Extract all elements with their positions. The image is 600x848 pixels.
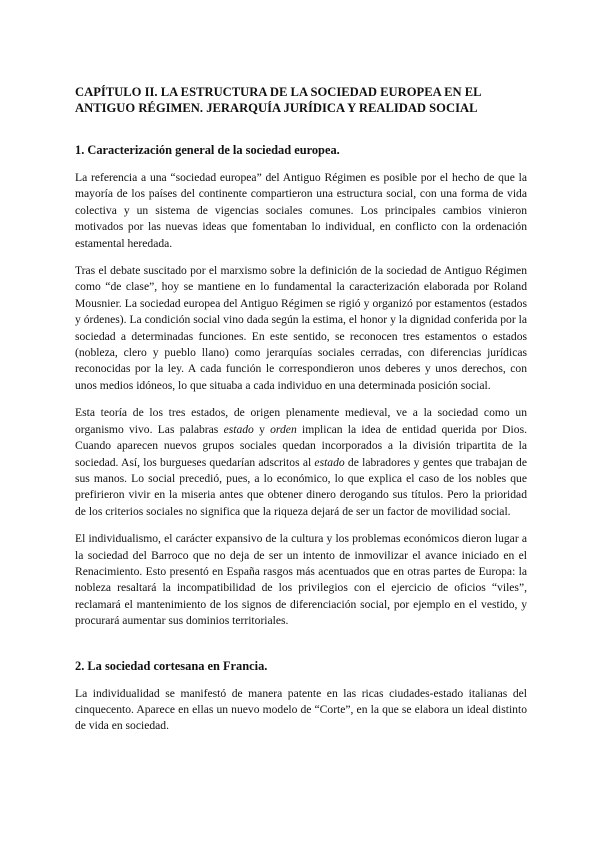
section-1-paragraph-3 bbox=[75, 405, 527, 520]
section-1-paragraph-2: Tras el debate suscitado por el marxismo sobre la definición de la sociedad de Antiguo Régimen como “de clase”, hoy se mantiene en lo fundamental la caracterización elaborada por Roland Mousnier. La sociedad europea del Antiguo Régimen se rigió y organizó por estamentos (estados y órdenes). La condición social vino dada según la estima, el honor y la dignidad conferida por la sociedad a determinadas funciones. En este sentido, se reconocen tres estamentos o estados (nobleza, clero y pueblo llano) como jerarquías sociales cerradas, con diferencias jurídicas reconocidas por la ley. A cada función le correspondieron unos deberes y unos derechos, con unos medios idóneos, lo que situaba a cada individuo en una determinada posición social. bbox=[75, 264, 527, 392]
section-1-paragraph-1: La referencia a una “sociedad europea” del Antiguo Régimen es posible por el hecho de que la mayoría de los países del continente compartieron una estructura social, con una forma de vida colectiva y un sistema de vigencias sociales comunes. Los principales cambios vinieron motivados por las nuevas ideas que fomentaban lo individual, en conflicto con la ordenación estamental heredada. bbox=[75, 171, 527, 250]
section-2-heading: 2. La sociedad cortesana en Francia. bbox=[75, 658, 268, 673]
paragraph-3-text-c: implican la idea de entidad querida por Dios. Cuando aparecen nuevos grupos sociales quedan incorporados a la división tripartita de la sociedad. Así, los burgueses quedarían adscritos al bbox=[75, 422, 527, 469]
paragraph-3-text-a: Esta teoría de los tres estados, de origen plenamente medieval, ve a la sociedad como un organismo vivo. Las palabras bbox=[75, 406, 527, 436]
section-1-heading: 1. Caracterización general de la sociedad europea. bbox=[75, 143, 340, 157]
section-1-paragraph-4: El individualismo, el carácter expansivo de la cultura y los problemas económicos dieron lugar a la sociedad del Barroco que no deja de ser un intento de inmovilizar el avance iniciado en el Renacimiento. Esto presentó en España rasgos más acentuados que en otras partes de Europa: la nobleza resaltará la incompatibilidad de los privilegios con el ejercicio de oficios “viles”, reclamará el mantenimiento de los signos de diferenciación social, por ejemplo en el vestido, y procurará aumentar sus dominios territoriales. bbox=[75, 532, 527, 628]
document-page bbox=[75, 84, 527, 735]
section-2-paragraph-1: La individualidad se manifestó de manera patente en las ricas ciudades-estado italianas del cinquecento. Aparece en ellas un nuevo modelo de “Corte”, en la que se elabora un ideal distinto de vida en sociedad. bbox=[75, 686, 527, 733]
chapter-title: CAPÍTULO II. LA ESTRUCTURA DE LA SOCIEDAD EUROPEA EN EL ANTIGUO RÉGIMEN. JERARQUÍA JURÍDICA Y REALIDAD SOCIAL bbox=[75, 85, 481, 115]
term-estado-2: estado bbox=[314, 455, 345, 469]
term-orden: orden bbox=[270, 422, 297, 436]
paragraph-3-text-d: de labradores y gentes que trabajan de sus manos. Lo social precedió, pues, a lo económico, lo que explica el caso de los nobles que prefirieron vivir en la miseria antes que obtener dinero derogando sus títulos. Pero la prioridad de los criterios sociales no significa que la riqueza dejará de ser un factor de movilidad social. bbox=[75, 455, 527, 518]
paragraph-3-text-b: y bbox=[253, 422, 271, 436]
term-estado: estado bbox=[223, 422, 254, 436]
